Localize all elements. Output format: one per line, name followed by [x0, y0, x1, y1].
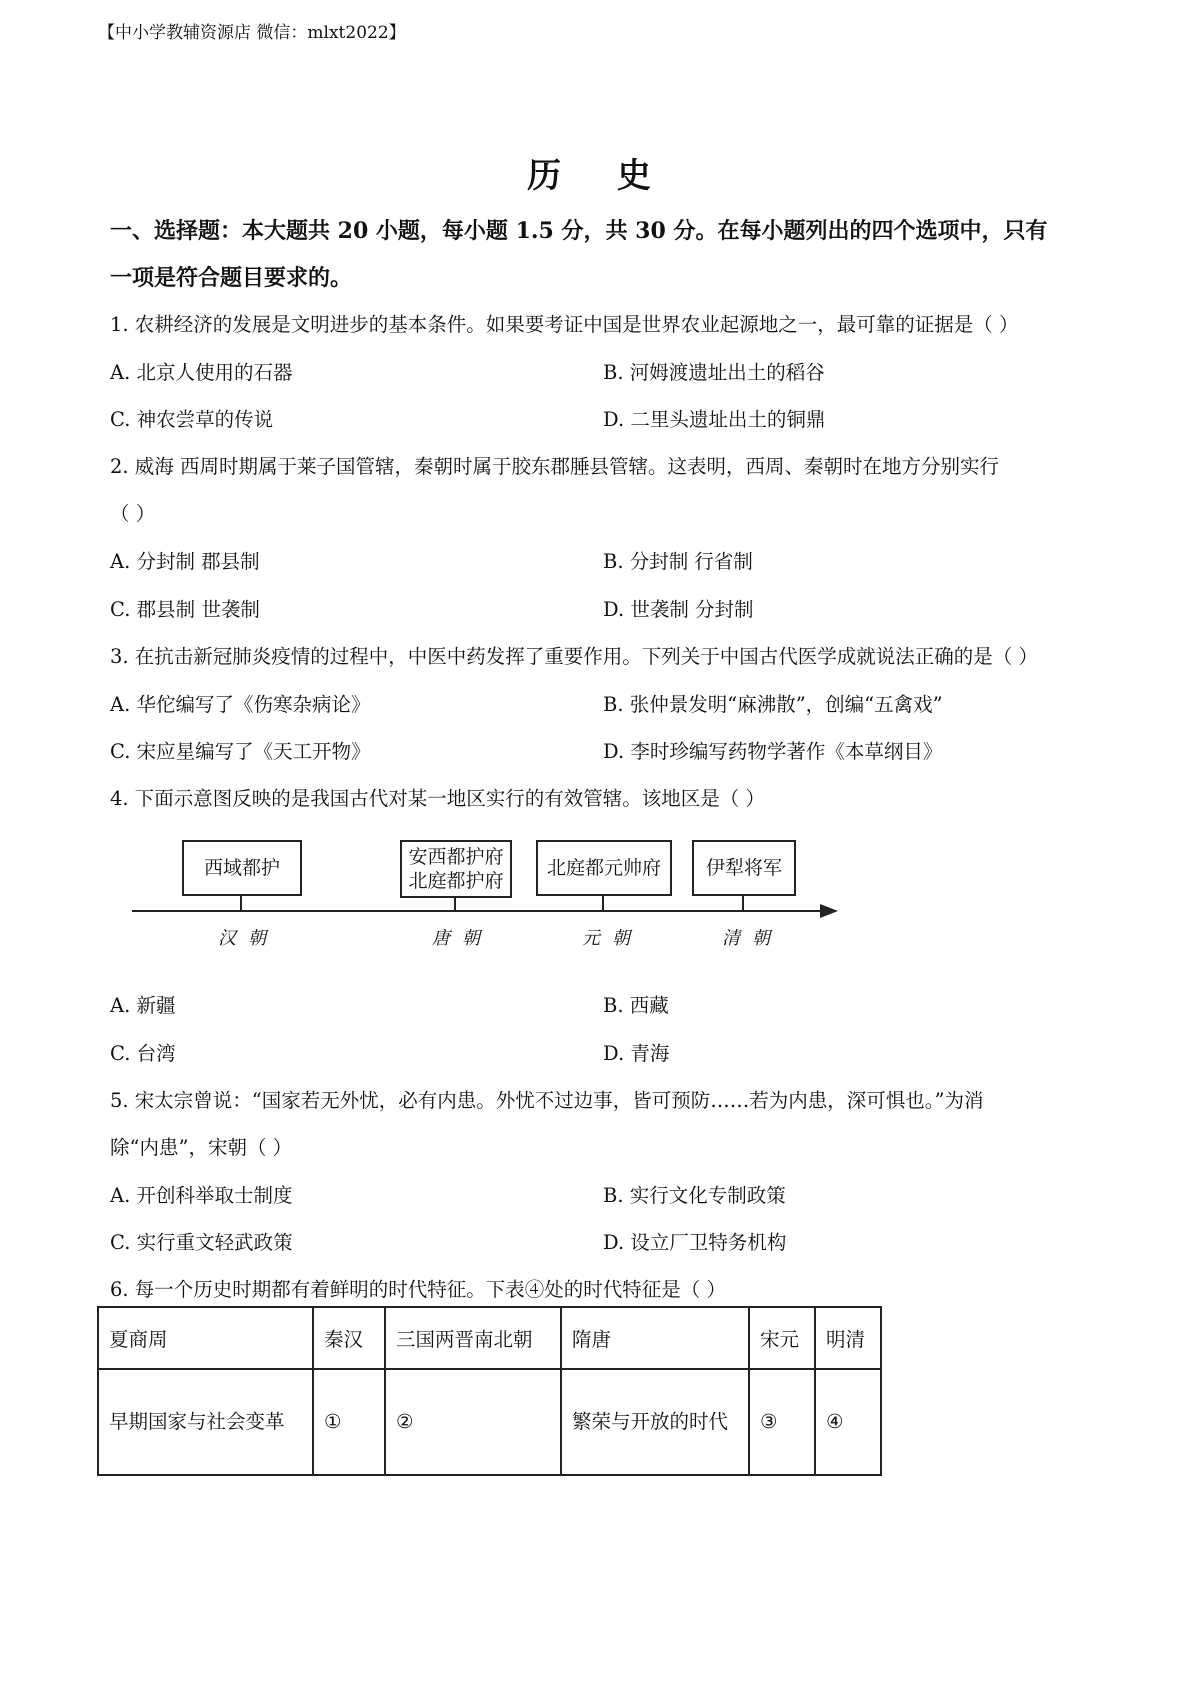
q5-option-b: B. 实行文化专制政策 — [603, 1184, 786, 1207]
table-cell: ① — [313, 1369, 385, 1475]
diagram-arrowhead — [820, 904, 838, 918]
q2-option-a: A. 分封制 郡县制 — [110, 550, 260, 573]
section-heading-line2: 一项是符合题目要求的。 — [110, 265, 353, 291]
table-cell: ③ — [749, 1369, 815, 1475]
q4-option-b: B. 西藏 — [603, 994, 669, 1017]
diagram-box-yuan-label: 北庭都元帅府 — [546, 857, 661, 879]
diagram-era-yuan: 元朝 — [582, 928, 642, 949]
diagram-box-yuan — [536, 840, 672, 896]
q3-option-a: A. 华佗编写了《伤寒杂病论》 — [110, 693, 371, 716]
q3-option-d: D. 李时珍编写药物学著作《本草纲目》 — [603, 740, 943, 763]
table-header-cell: 宋元 — [749, 1307, 815, 1369]
q2-option-c: C. 郡县制 世袭制 — [110, 598, 260, 621]
diagram-era-tang: 唐朝 — [432, 928, 492, 949]
question-5: 5. 宋太宗曾说：“国家若无外忧，必有内患。外忧不过边事，皆可预防……若为内患，深可惧也。”为消 — [110, 1089, 984, 1112]
diagram-box-tang-label-1: 安西都护府 — [408, 846, 504, 868]
table-cell: ④ — [815, 1369, 881, 1475]
diagram-box-qing-label: 伊犁将军 — [705, 857, 782, 879]
table-header-cell: 三国两晋南北朝 — [385, 1307, 561, 1369]
question-5-line2: 除“内患”，宋朝（ ） — [110, 1136, 293, 1159]
q5-option-d: D. 设立厂卫特务机构 — [603, 1231, 787, 1254]
diagram-tick-qing — [742, 894, 744, 910]
q4-option-a: A. 新疆 — [110, 994, 176, 1017]
diagram-timeline-axis — [132, 910, 822, 912]
q1-option-d: D. 二里头遗址出土的铜鼎 — [603, 408, 826, 431]
table-row — [98, 1369, 881, 1475]
diagram-box-tang — [400, 840, 512, 898]
q5-option-c: C. 实行重文轻武政策 — [110, 1231, 293, 1254]
q3-option-c: C. 宋应星编写了《天工开物》 — [110, 740, 371, 763]
question-6: 6. 每一个历史时期都有着鲜明的时代特征。下表④处的时代特征是（ ） — [110, 1278, 727, 1301]
q5-option-a: A. 开创科举取士制度 — [110, 1184, 293, 1207]
table-cell: 早期国家与社会变革 — [98, 1369, 313, 1475]
diagram-box-tang-label-2: 北庭都护府 — [408, 870, 504, 892]
diagram-box-han-label: 西域都护 — [203, 857, 280, 879]
q4-option-c: C. 台湾 — [110, 1042, 176, 1065]
diagram-tick-yuan — [602, 894, 604, 910]
timeline-diagram — [128, 830, 848, 950]
page-title: 历 史 — [527, 156, 673, 196]
era-table — [97, 1306, 882, 1476]
table-header-cell: 秦汉 — [313, 1307, 385, 1369]
diagram-box-qing — [692, 840, 796, 896]
q4-option-d: D. 青海 — [603, 1042, 670, 1065]
question-2: 2. 威海 西周时期属于莱子国管辖，秦朝时属于胶东郡腄县管辖。这表明，西周、秦朝时在地方分别实行 — [110, 455, 1000, 478]
diagram-era-han: 汉朝 — [218, 928, 278, 949]
diagram-tick-han — [240, 894, 242, 910]
section-heading-line1: 一、选择题：本大题共 20 小题，每小题 1.5 分，共 30 分。在每小题列出的四个选项中，只有 — [110, 218, 1048, 244]
diagram-era-qing: 清朝 — [722, 928, 782, 949]
question-4: 4. 下面示意图反映的是我国古代对某一地区实行的有效管辖。该地区是（ ） — [110, 787, 766, 810]
table-header-cell: 隋唐 — [561, 1307, 749, 1369]
table-header-row — [98, 1307, 881, 1369]
diagram-box-han — [182, 840, 302, 896]
page-header: 【中小学教辅资源店 微信：mlxt2022】 — [98, 23, 406, 43]
q1-option-b: B. 河姆渡遗址出土的稻谷 — [603, 361, 825, 384]
table-cell: 繁荣与开放的时代 — [561, 1369, 749, 1475]
q1-option-a: A. 北京人使用的石器 — [110, 361, 293, 384]
q2-option-b: B. 分封制 行省制 — [603, 550, 753, 573]
table-header-cell: 夏商周 — [98, 1307, 313, 1369]
question-3: 3. 在抗击新冠肺炎疫情的过程中，中医中药发挥了重要作用。下列关于中国古代医学成就说法正确的是（ ） — [110, 645, 1039, 668]
q1-option-c: C. 神农尝草的传说 — [110, 408, 274, 431]
q3-option-b: B. 张仲景发明“麻沸散”，创编“五禽戏” — [603, 693, 943, 716]
q2-option-d: D. 世袭制 分封制 — [603, 598, 754, 621]
table-header-cell: 明清 — [815, 1307, 881, 1369]
question-1: 1. 农耕经济的发展是文明进步的基本条件。如果要考证中国是世界农业起源地之一，最可靠的证据是（ ） — [110, 313, 1019, 336]
question-2-blank: （ ） — [110, 502, 156, 525]
table-cell: ② — [385, 1369, 561, 1475]
